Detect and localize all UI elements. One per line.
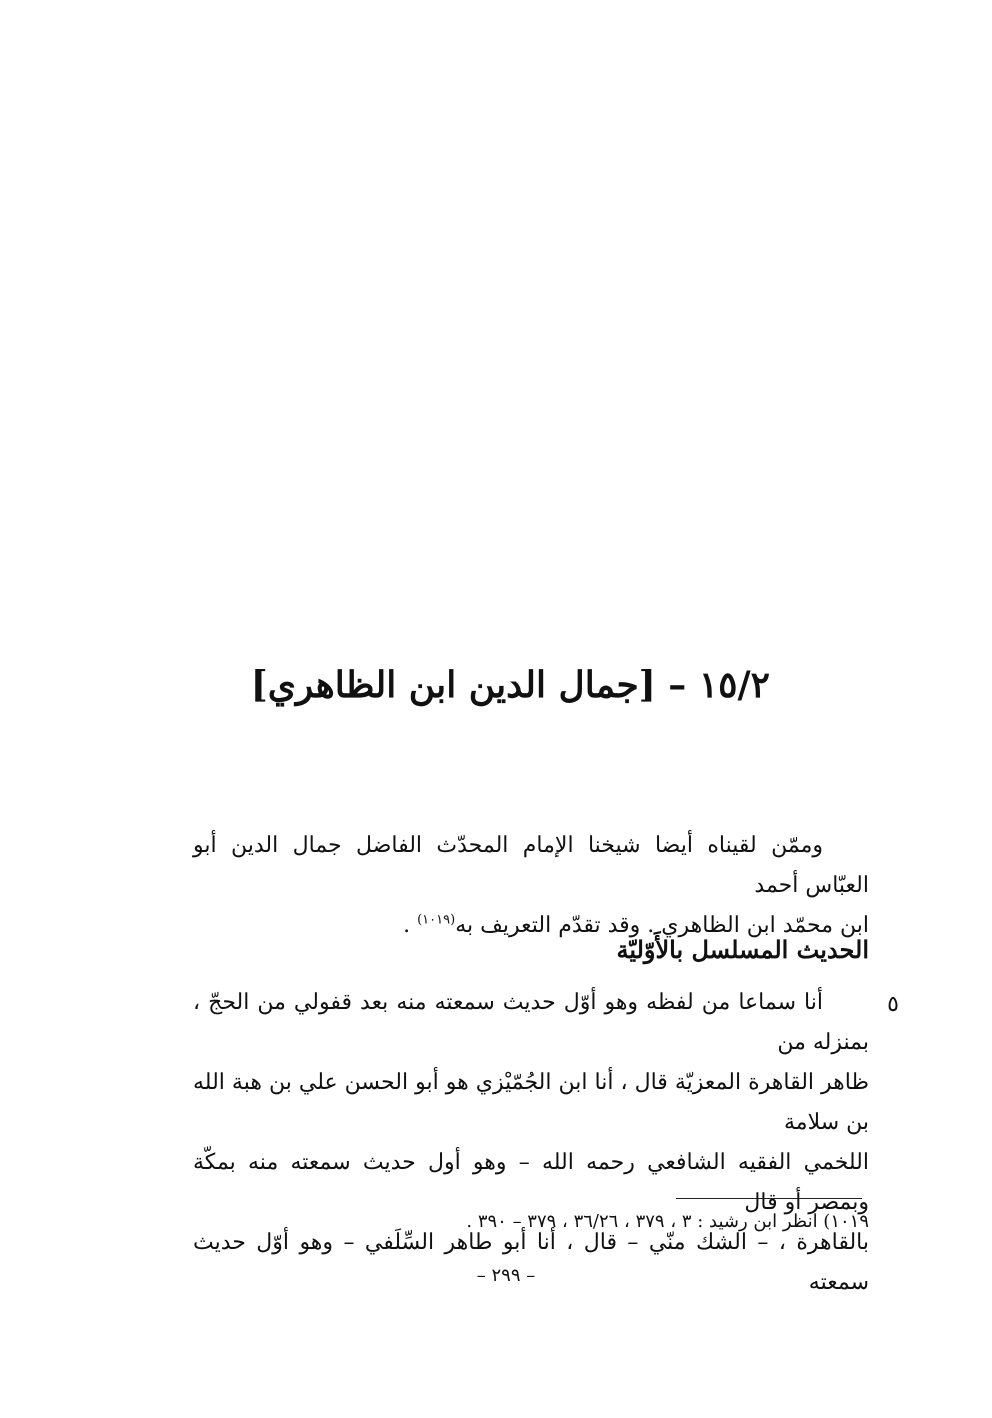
intro-line-text: ابن محمّد ابن الظاهري . وقد تقدّم التعريف به — [455, 913, 869, 938]
body-line: أنا سماعا من لفظه وهو أوّل حديث سمعته منه بعد قفولي من الحجّ ، بمنزله من — [193, 990, 869, 1055]
line-number-marker: ٥ — [887, 992, 899, 1017]
footnote-reference[interactable]: (١٠١٩) — [417, 912, 456, 928]
body-line: ظاهر القاهرة المعزيّة قال ، أنا ابن الجُمّيْزي هو أبو الحسن علي بن هبة الله بن سلامة — [193, 1070, 869, 1135]
body-line: بالقاهرة ، – الشك منّي – قال ، أنا أبو طاهر السِّلَفي – وهو أوّل حديث سمعته — [193, 1230, 869, 1295]
page-number: – ٢٩٩ – — [476, 1265, 536, 1286]
chapter-title: ١٥/٢ – [جمال الدين ابن الظاهري] — [250, 664, 770, 706]
section-heading: الحديث المسلسل بالأَوّليّة — [616, 935, 869, 964]
footnote-divider — [676, 1198, 862, 1199]
body-line: اللخمي الفقيه الشافعي رحمه الله – وهو أول حديث سمعته منه بمكّة وبمصر أو قال — [193, 1150, 869, 1215]
body-paragraph — [193, 983, 869, 1303]
intro-line: وممّن لقيناه أيضا شيخنا الإمام المحدّث الفاضل جمال الدين أبو العبّاس أحمد — [193, 833, 869, 898]
footnote: ١٠١٩) انظر ابن رشيد : ٣ ، ٣٧٩ ، ٣٦/٢٦ ، ٣٧٩ – ٣٩٠ . — [466, 1211, 869, 1232]
intro-line-end: . — [403, 913, 418, 938]
